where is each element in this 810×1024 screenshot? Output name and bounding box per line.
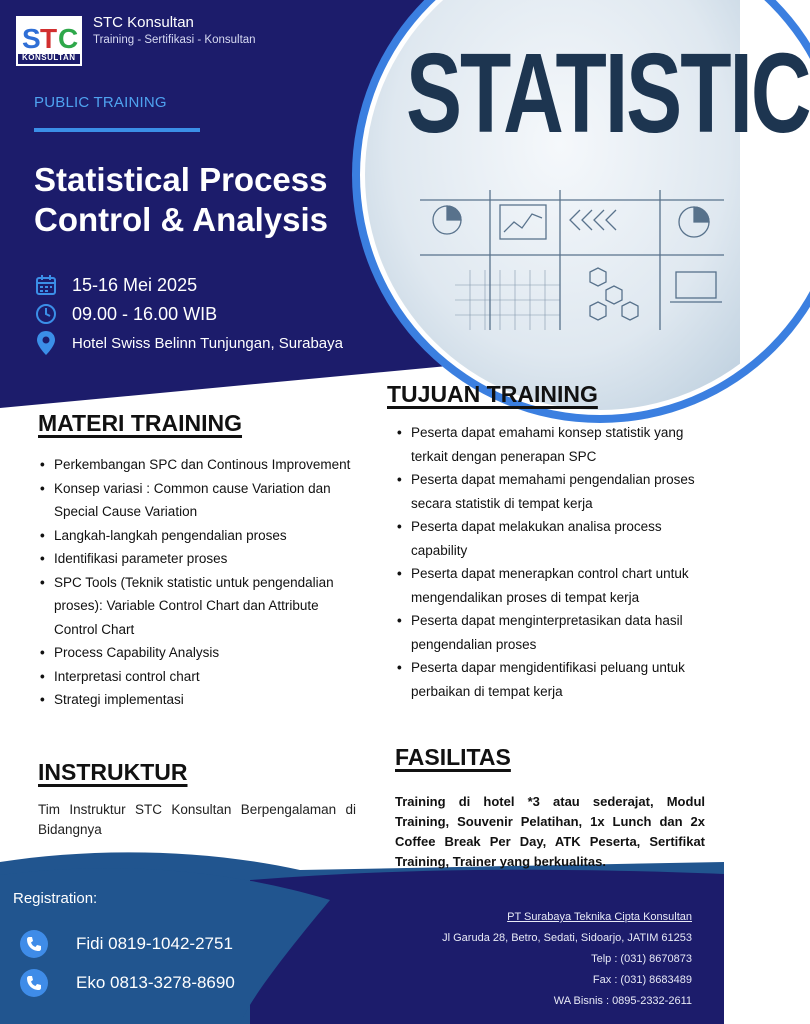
list-item: • Peserta dapat emahami konsep statistik yang terkait dengan penerapan SPC: [395, 421, 695, 468]
tujuan-heading: TUJUAN TRAINING: [387, 381, 598, 407]
title-line-1: Statistical Process: [34, 161, 328, 198]
instruktur-text: Tim Instruktur STC Konsultan Berpengalaman di Bidangnya: [38, 802, 356, 837]
date-row: [34, 273, 197, 297]
tujuan-list: [395, 421, 695, 703]
contact-eko[interactable]: [20, 969, 235, 997]
materi-list: [38, 453, 358, 712]
list-item: • SPC Tools (Teknik statistic untuk pengendalian proses): Variable Control Chart dan Attribute Control Chart: [38, 571, 358, 642]
list-item: • Process Capability Analysis: [38, 641, 358, 665]
hero-statistic-word: STATISTIC: [406, 29, 810, 157]
svg-text:C: C: [58, 23, 79, 54]
category-underline: [34, 128, 200, 132]
materi-heading: MATERI TRAINING: [38, 410, 243, 436]
event-date: 15-16 Mei 2025: [72, 274, 198, 295]
brand-name: STC Konsultan: [93, 14, 194, 31]
brand-tagline: Training - Sertifikasi - Konsultan: [93, 34, 256, 46]
phone-icon: [20, 969, 48, 997]
contact-number[interactable]: Fidi 0819-1042-2751: [76, 934, 233, 953]
list-item: • Konsep variasi : Common cause Variation dan Special Cause Variation: [38, 477, 358, 524]
clock-icon: [34, 302, 58, 326]
calendar-icon: [34, 273, 58, 297]
fasilitas-text: Training di hotel *3 atau sederajat, Modul Training, Souvenir Pelatihan, 1x Lunch dan 2x Coffee Break Per Day, ATK Peserta, Sertifikat Training, Trainer yang berkualitas.: [395, 794, 705, 869]
page-title: [34, 160, 404, 240]
list-item: • Peserta dapar mengidentifikasi peluang untuk perbaikan di tempat kerja: [395, 656, 695, 703]
list-item: • Perkembangan SPC dan Continous Improvement: [38, 453, 358, 477]
time-row: [34, 302, 217, 326]
company-name[interactable]: PT Surabaya Teknika Cipta Konsultan: [507, 911, 692, 923]
contact-fidi[interactable]: [20, 930, 233, 958]
company-info: [442, 907, 692, 1012]
list-item: • Langkah-langkah pengendalian proses: [38, 524, 358, 548]
company-telp: Telp : (031) 8670873: [591, 953, 692, 965]
logo-text: KONSULTAN: [22, 53, 76, 62]
title-line-2: Control & Analysis: [34, 201, 328, 238]
company-address: Jl Garuda 28, Betro, Sedati, Sidoarjo, JATIM 61253: [442, 932, 692, 944]
event-venue: Hotel Swiss Belinn Tunjungan, Surabaya: [72, 334, 343, 352]
fasilitas-heading: FASILITAS: [395, 744, 511, 770]
location-pin-icon: [34, 331, 58, 355]
svg-text:T: T: [40, 23, 58, 54]
company-logo: [14, 14, 84, 68]
list-item: • Interpretasi control chart: [38, 665, 358, 689]
list-item: • Identifikasi parameter proses: [38, 547, 358, 571]
list-item: • Peserta dapat memahami pengendalian proses secara statistik di tempat kerja: [395, 468, 695, 515]
company-wa: WA Bisnis : 0895-2332-2611: [553, 995, 692, 1007]
company-fax: Fax : (031) 8683489: [592, 974, 692, 986]
venue-row: [34, 331, 343, 355]
phone-icon: [20, 930, 48, 958]
svg-text:S: S: [22, 23, 41, 54]
event-time: 09.00 - 16.00 WIB: [72, 303, 218, 324]
instruktur-heading: INSTRUKTUR: [38, 759, 188, 785]
category-label: PUBLIC TRAINING: [34, 94, 167, 111]
contact-number[interactable]: Eko 0813-3278-8690: [76, 973, 235, 992]
list-item: • Peserta dapat melakukan analisa process capability: [395, 515, 695, 562]
list-item: • Peserta dapat menerapkan control chart untuk mengendalikan proses di tempat kerja: [395, 562, 695, 609]
list-item: • Strategi implementasi: [38, 688, 358, 712]
registration-label: Registration:: [13, 890, 98, 907]
list-item: • Peserta dapat menginterpretasikan data hasil pengendalian proses: [395, 609, 695, 656]
